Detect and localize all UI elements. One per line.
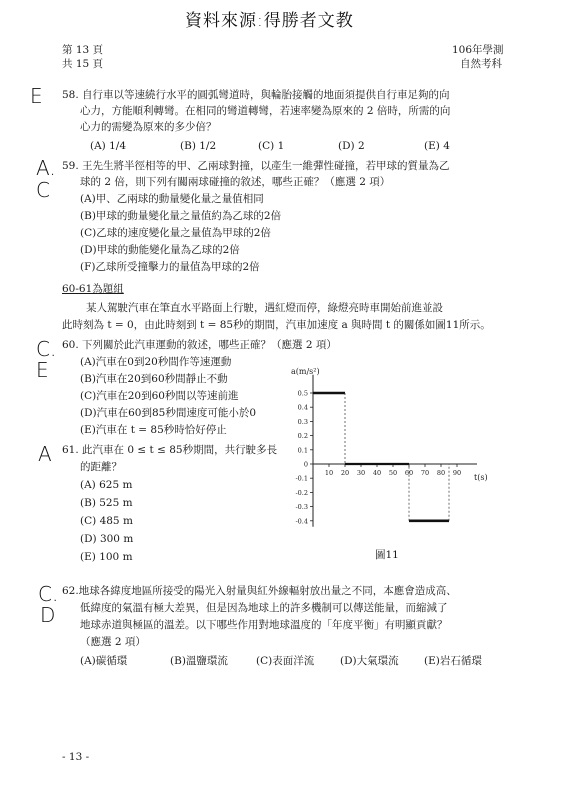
q60-option-c: (C)汽車在20到60秒間以等速前進 bbox=[80, 390, 239, 402]
q62-line-2: 低緯度的氣溫有極大差異，但是因為地球上的許多機制可以傳送能量，而縮減了 bbox=[80, 602, 448, 614]
q62-option-c: (C)表面洋流 bbox=[256, 655, 315, 667]
answer-q59-second: C bbox=[36, 178, 50, 202]
q58-option-e: (E) 4 bbox=[424, 140, 450, 152]
x-tick-label: 60 bbox=[404, 469, 414, 477]
q62-line-3: 地球赤道與極區的溫差。以下哪些作用對地球溫度的「年度平衡」有明顯貢獻？ bbox=[80, 619, 448, 631]
group-intro-line-1: 某人駕駛汽車在筆直水平路面上行駛，遇紅燈而停，綠燈亮時車開始前進並設 bbox=[86, 302, 443, 314]
q58-option-b: (B) 1/2 bbox=[180, 140, 217, 152]
q62-line-4: （應選 2 項） bbox=[80, 636, 146, 648]
q62-option-d: (D)大氣環流 bbox=[340, 655, 399, 667]
x-tick-label: 10 bbox=[324, 469, 334, 477]
answer-q60-first: C. bbox=[36, 337, 57, 361]
total-pages: 共 15 頁 bbox=[62, 58, 104, 70]
q61-line-2: 的距離？ bbox=[80, 461, 122, 473]
y-tick-label: 0.3 bbox=[297, 417, 308, 426]
y-axis-label: a(m/s²) bbox=[291, 367, 320, 376]
chart-axes bbox=[313, 375, 477, 527]
q58-line-2: 心力，方能順利轉彎。在相同的彎道轉彎，若速率變為原來的 2 倍時，所需的向 bbox=[80, 105, 451, 117]
q58-line-3: 心力的需變為原來的多少倍？ bbox=[80, 121, 217, 133]
q62-option-e: (E)岩石循環 bbox=[424, 655, 482, 667]
page-number-header: 第 13 頁 bbox=[62, 44, 104, 56]
figure-caption: 圖11 bbox=[375, 549, 399, 561]
q62-line-1: 62.地球各緯度地區所接受的陽光入射量與紅外線輻射放出量之不同，本應會造成高、 bbox=[62, 585, 457, 597]
q59-option-a: (A)甲、乙兩球的動量變化量之量值相同 bbox=[80, 193, 264, 205]
answer-q60-second: E bbox=[36, 358, 49, 382]
x-axis-label: t(s) bbox=[474, 473, 488, 482]
y-tick-label: 0.2 bbox=[297, 432, 308, 441]
exam-year: 106年學測 bbox=[452, 44, 504, 56]
answer-q59-first: A. bbox=[36, 156, 56, 180]
y-tick-label: -0.3 bbox=[295, 503, 308, 512]
x-tick-label: 20 bbox=[340, 469, 350, 477]
answer-q61: A bbox=[38, 442, 52, 466]
source-note: 資料來源:得勝者文教 bbox=[185, 11, 354, 31]
chart-ticks bbox=[295, 390, 461, 526]
y-tick-label: 0.1 bbox=[297, 446, 308, 455]
q62-options bbox=[0, 654, 561, 668]
q61-option-c: (C) 485 m bbox=[80, 515, 133, 527]
q59-option-d: (D)甲球的動能變化量為乙球的2倍 bbox=[80, 244, 240, 256]
q58-option-c: (C) 1 bbox=[258, 140, 285, 152]
q61-option-b: (B) 525 m bbox=[80, 497, 133, 509]
q60-option-b: (B)汽車在20到60秒間靜止不動 bbox=[80, 373, 228, 385]
q59-option-f: (F)乙球所受撞擊力的量值為甲球的2倍 bbox=[80, 261, 260, 273]
y-tick-label: 0.5 bbox=[297, 389, 308, 398]
x-tick-label: 50 bbox=[388, 469, 398, 477]
x-tick-label: 40 bbox=[372, 469, 382, 477]
q58-option-a: (A) 1/4 bbox=[90, 140, 127, 152]
y-tick-label: 0 bbox=[303, 460, 308, 469]
q62-option-a: (A)碳循環 bbox=[80, 655, 128, 667]
x-tick-label: 70 bbox=[420, 469, 430, 477]
answer-q62-first: C. bbox=[38, 582, 59, 606]
acceleration-time-chart bbox=[280, 360, 500, 545]
q60-option-e: (E)汽車在 t = 85秒時恰好停止 bbox=[80, 424, 227, 436]
answer-q58: E bbox=[30, 84, 43, 108]
q58-options bbox=[0, 139, 561, 153]
q59-option-b: (B)甲球的動量變化量之量值約為乙球的2倍 bbox=[80, 210, 282, 222]
x-tick-label: 90 bbox=[452, 469, 462, 477]
x-tick-label: 80 bbox=[436, 469, 446, 477]
group-intro-line-2: 此時刻為 t = 0，由此時刻到 t = 85秒的期間，汽車加速度 a 與時間 t 的關係如圖11所示。 bbox=[62, 319, 491, 331]
y-tick-label: -0.2 bbox=[295, 488, 308, 497]
q61-line-1: 61. 此汽車在 0 ≤ t ≤ 85秒期間，共行駛多長 bbox=[62, 444, 278, 456]
q61-option-d: (D) 300 m bbox=[80, 533, 134, 545]
q60-option-d: (D)汽車在60到85秒間速度可能小於0 bbox=[80, 407, 257, 419]
y-tick-label: -0.1 bbox=[295, 474, 308, 483]
footer-page-number: - 13 - bbox=[62, 751, 90, 763]
x-tick-label: 30 bbox=[356, 469, 366, 477]
q59-line-2: 球的 2 倍，則下列有關兩球碰撞的敘述，哪些正確？（應選 2 項） bbox=[80, 176, 391, 188]
y-tick-label: 0.4 bbox=[297, 403, 308, 412]
q60-stem: 60. 下列關於此汽車運動的敘述，哪些正確？（應選 2 項） bbox=[62, 339, 337, 351]
q61-option-a: (A) 625 m bbox=[80, 479, 133, 491]
answer-q62-second: D bbox=[40, 603, 56, 627]
q59-option-c: (C)乙球的速度變化量之量值為甲球的2倍 bbox=[80, 227, 271, 239]
exam-subject: 自然考科 bbox=[460, 58, 502, 70]
q59-line-1: 59. 王先生將半徑相等的甲、乙兩球對撞，以產生一維彈性碰撞，若甲球的質量為乙 bbox=[62, 160, 450, 172]
y-tick-label: -0.4 bbox=[295, 517, 308, 526]
q60-option-a: (A)汽車在0到20秒間作等速運動 bbox=[80, 356, 232, 368]
q61-option-e: (E) 100 m bbox=[80, 551, 133, 563]
q58-option-d: (D) 2 bbox=[338, 140, 365, 152]
q58-line-1: 58. 自行車以等速繞行水平的圓弧彎道時，與輪胎接觸的地面須提供自行車足夠的向 bbox=[62, 89, 450, 101]
chart-series bbox=[313, 393, 449, 521]
group-title: 60-61為題組 bbox=[62, 283, 124, 295]
q62-option-b: (B)溫鹽環流 bbox=[170, 655, 228, 667]
